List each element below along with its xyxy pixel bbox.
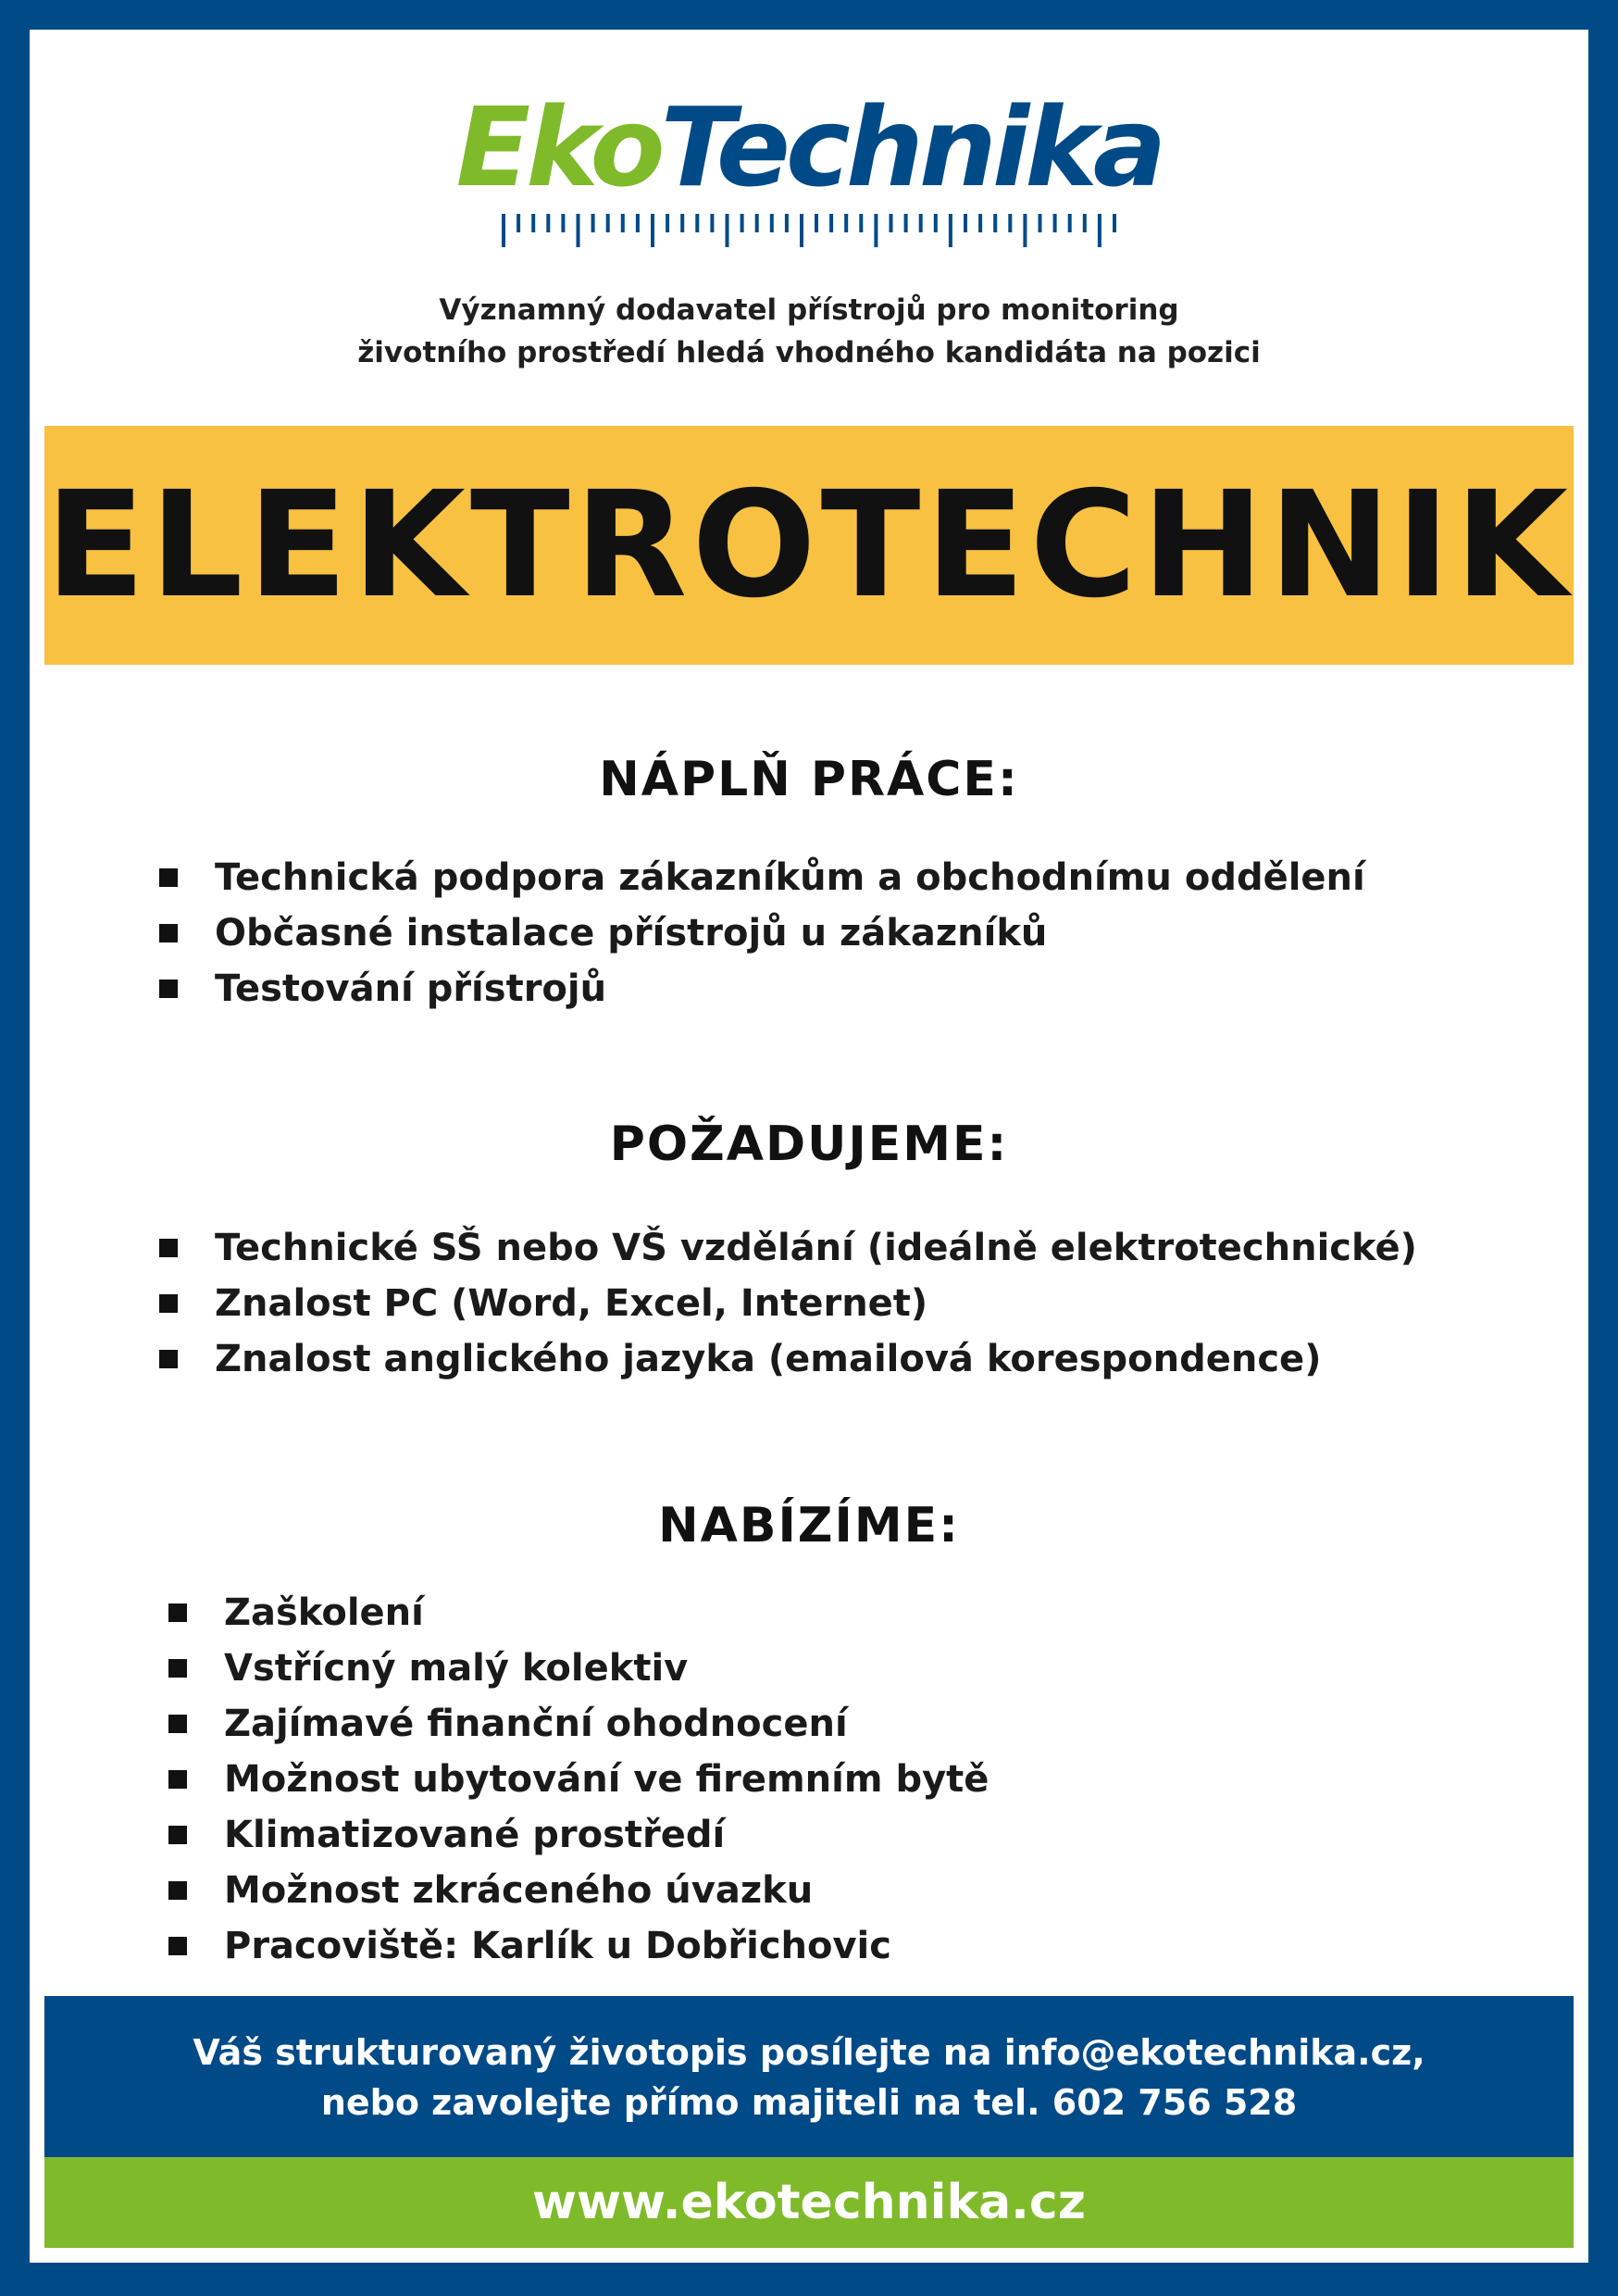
ruler-tick (636, 214, 640, 232)
ruler-tick (561, 214, 565, 232)
list-item (168, 1918, 989, 1974)
ruler-tick (621, 214, 625, 232)
ruler-tick (517, 214, 520, 232)
bullet-square-icon (168, 1715, 187, 1733)
ruler-tick (934, 214, 938, 232)
ruler-tick (800, 214, 803, 247)
bullet-square-icon (168, 1937, 187, 1955)
list-item (159, 905, 1365, 961)
list-item-text: Pracoviště: Karlík u Dobřichovic (224, 1925, 891, 1967)
ruler-tick (844, 214, 848, 232)
ruler-tick (577, 214, 580, 247)
ruler-tick (785, 214, 789, 232)
ruler-tick (815, 214, 818, 232)
intro-line-1: Významný dodavatel přístrojů pro monitoring (439, 293, 1179, 327)
bullet-square-icon (159, 1350, 178, 1368)
bullet-square-icon (159, 924, 178, 942)
ruler-tick (1008, 214, 1012, 232)
ruler-tick (1068, 214, 1072, 232)
bullet-square-icon (159, 980, 178, 998)
logo-wordmark (30, 83, 1588, 211)
intro-line-2: životního prostředí hledá vhodného kandidáta na pozici (357, 336, 1261, 369)
logo-eko: Eko (455, 83, 661, 211)
list-item (168, 1752, 989, 1807)
list-item-text: Vstřícný malý kolektiv (224, 1647, 689, 1690)
ruler-tick (680, 214, 684, 232)
list-item-text: Technická podpora zákazníkům a obchodnímu oddělení (215, 856, 1365, 899)
list-item-text: Zaškolení (224, 1591, 424, 1634)
ruler-tick (770, 214, 774, 232)
bullet-square-icon (168, 1603, 187, 1622)
bullet-square-icon (159, 1239, 178, 1257)
list-item (159, 1276, 1417, 1331)
duties-list (159, 850, 1365, 1017)
ruler-tick (1023, 214, 1027, 247)
list-item-text: Znalost anglického jazyka (emailová korespondence) (215, 1338, 1322, 1380)
ruler-icon (502, 213, 1116, 248)
offer-heading: NABÍZÍME: (658, 1498, 960, 1554)
ruler-tick (978, 214, 982, 232)
ruler-tick (666, 214, 669, 232)
ruler-tick (502, 214, 505, 247)
website-url: www.ekotechnika.cz (531, 2175, 1087, 2230)
list-item (168, 1863, 989, 1918)
list-item-text: Občasné instalace přístrojů u zákazníků (215, 912, 1048, 955)
list-item-text: Klimatizované prostředí (224, 1814, 726, 1856)
ruler-tick (1083, 214, 1087, 232)
list-item (168, 1641, 989, 1696)
bullet-square-icon (159, 868, 178, 887)
job-title: ELEKTROTECHNIK (44, 460, 1574, 630)
contact-line-1: Váš strukturovaný životopis posílejte na info@ekotechnika.cz, (193, 2032, 1425, 2073)
ruler-tick (1113, 214, 1116, 232)
ruler-tick (726, 214, 729, 247)
poster-sheet (30, 30, 1588, 2263)
logo-technika: Technika (660, 83, 1163, 211)
ruler-tick (993, 214, 997, 232)
list-item (159, 961, 1365, 1017)
bullet-square-icon (168, 1770, 187, 1789)
ruler-tick (546, 214, 550, 232)
list-item-text: Možnost zkráceného úvazku (224, 1869, 814, 1912)
ruler-tick (591, 214, 595, 232)
ruler-tick (919, 214, 923, 232)
bullet-square-icon (168, 1881, 187, 1900)
list-item-text: Zajímavé finanční ohodnocení (224, 1703, 848, 1745)
list-item-text: Technické SŠ nebo VŠ vzdělání (ideálně elektrotechnické) (215, 1227, 1417, 1269)
ruler-tick (755, 214, 759, 232)
list-item (159, 1220, 1417, 1276)
list-item (168, 1807, 989, 1863)
ruler-tick (1098, 214, 1101, 247)
ruler-tick (964, 214, 967, 232)
list-item (159, 850, 1365, 905)
list-item-text: Znalost PC (Word, Excel, Internet) (215, 1282, 928, 1325)
ruler-tick (874, 214, 877, 247)
contact-line-2: nebo zavolejte přímo majiteli na tel. 602 756 528 (320, 2082, 1298, 2123)
list-item-text: Možnost ubytování ve firemním bytě (224, 1758, 989, 1801)
ruler-tick (1053, 214, 1057, 232)
ruler-tick (890, 214, 893, 232)
ruler-tick (710, 214, 714, 232)
bullet-square-icon (159, 1294, 178, 1313)
ruler-tick (741, 214, 744, 232)
company-logo (30, 83, 1588, 248)
bullet-square-icon (168, 1659, 187, 1678)
requirements-list (159, 1220, 1417, 1387)
bullet-square-icon (168, 1826, 187, 1844)
duties-heading: NÁPLŇ PRÁCE: (599, 752, 1019, 807)
ruler-tick (606, 214, 610, 232)
ruler-tick (1039, 214, 1042, 232)
ruler-tick (531, 214, 535, 232)
contact-band (44, 1996, 1574, 2157)
list-item (159, 1331, 1417, 1387)
list-item (168, 1696, 989, 1752)
ruler-tick (651, 214, 654, 247)
list-item (168, 1585, 989, 1641)
requirements-heading: POŽADUJEME: (609, 1117, 1009, 1172)
website-band (44, 2157, 1574, 2248)
ruler-tick (695, 214, 699, 232)
list-item-text: Testování přístrojů (215, 967, 607, 1010)
offer-list (168, 1585, 989, 1974)
ruler-tick (949, 214, 952, 247)
ruler-tick (829, 214, 833, 232)
intro-text (30, 289, 1588, 374)
job-title-band (44, 426, 1574, 665)
ruler-tick (859, 214, 863, 232)
ruler-tick (904, 214, 908, 232)
